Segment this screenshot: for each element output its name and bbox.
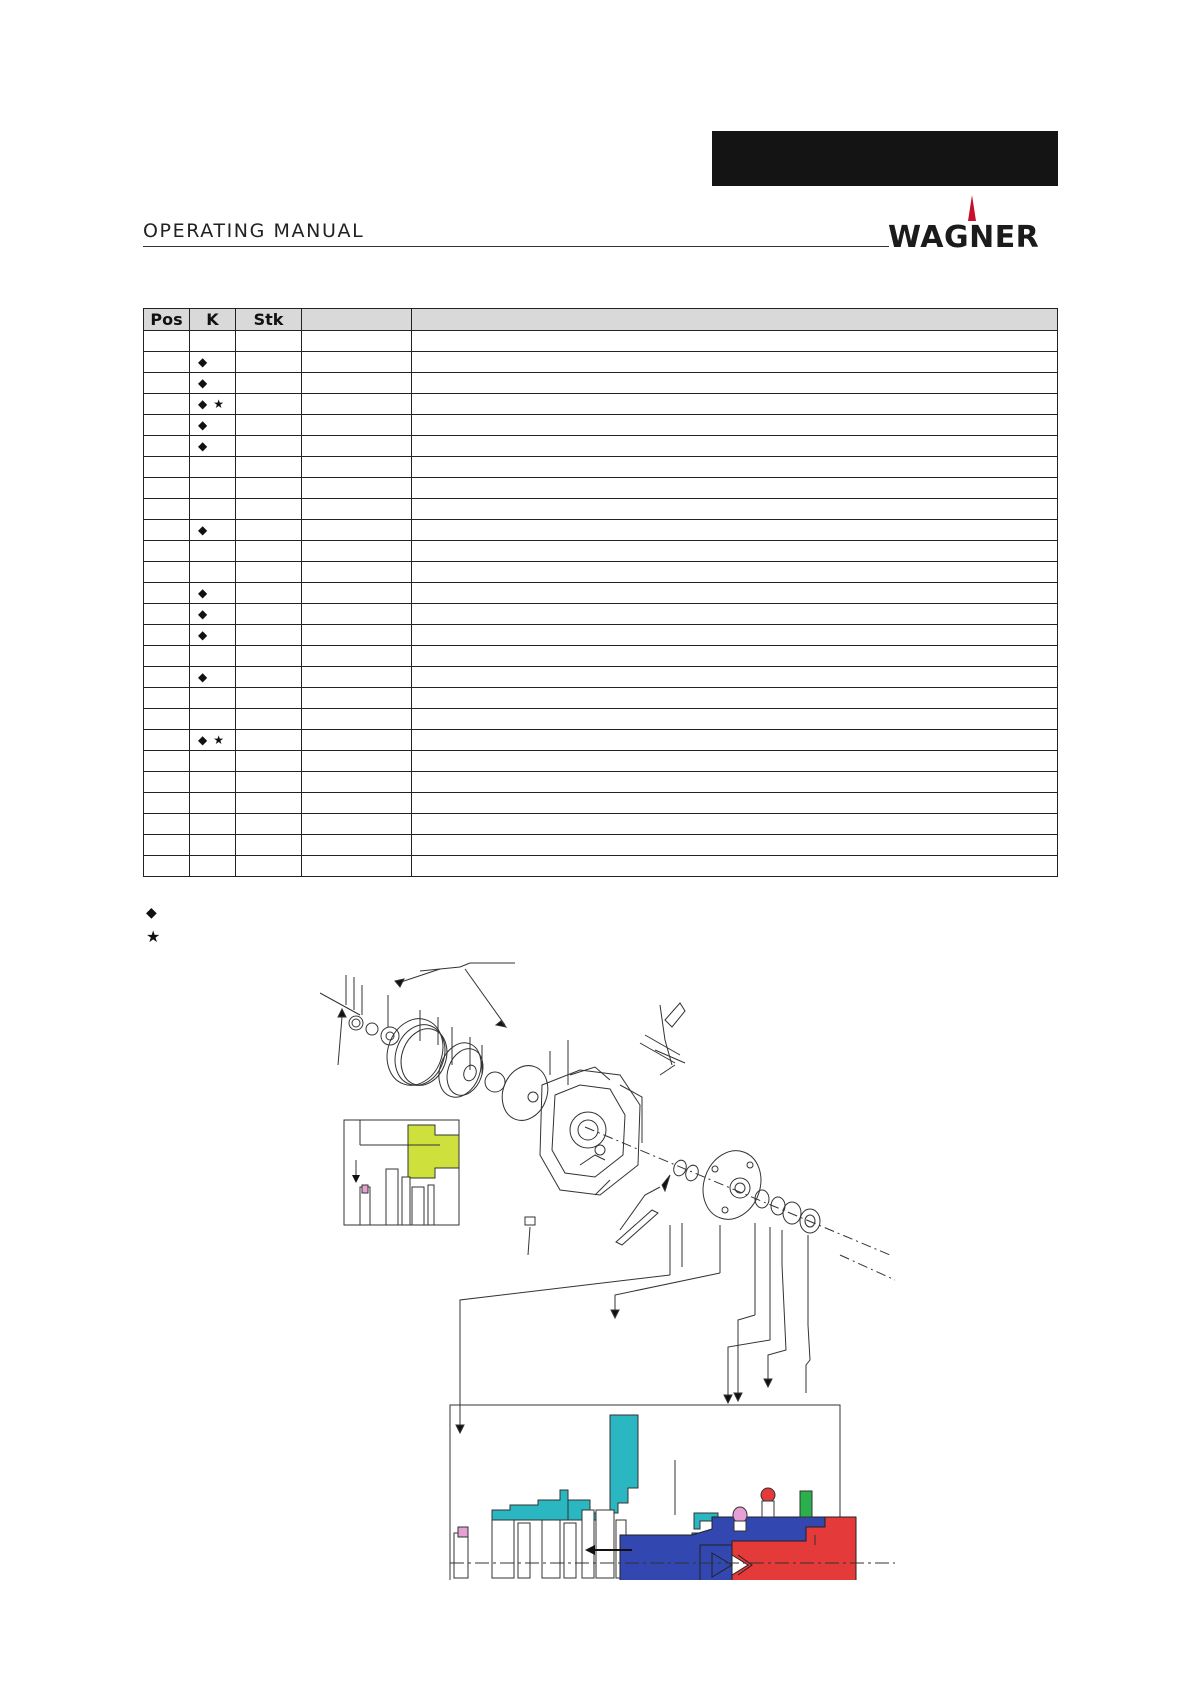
brand-wordmark: WAGNER: [888, 220, 1040, 250]
col-header-designation: [412, 309, 1058, 331]
cell-pos: [144, 373, 190, 394]
cell-order-no: [302, 835, 412, 856]
cell-stk: [236, 856, 302, 877]
table-row: [144, 856, 1058, 877]
cell-pos: [144, 646, 190, 667]
cell-k: [190, 457, 236, 478]
title-bar: [712, 131, 1058, 186]
cell-designation: [412, 625, 1058, 646]
wagner-logo: [888, 195, 1058, 250]
cell-k: [190, 709, 236, 730]
cell-designation: [412, 331, 1058, 352]
legend-wear-part: ◆: [146, 905, 157, 921]
cell-stk: [236, 772, 302, 793]
cell-k: [190, 562, 236, 583]
cell-order-no: [302, 331, 412, 352]
cell-k: [190, 751, 236, 772]
cell-designation: [412, 688, 1058, 709]
table-row: [144, 415, 1058, 436]
table-row: [144, 520, 1058, 541]
cell-designation: [412, 835, 1058, 856]
table-row: [144, 625, 1058, 646]
cell-pos: [144, 415, 190, 436]
table-row: [144, 562, 1058, 583]
cell-stk: [236, 646, 302, 667]
cell-order-no: [302, 772, 412, 793]
cell-stk: [236, 667, 302, 688]
cell-designation: [412, 415, 1058, 436]
cell-stk: [236, 478, 302, 499]
cell-pos: [144, 730, 190, 751]
cell-stk: [236, 688, 302, 709]
cell-pos: [144, 751, 190, 772]
cell-stk: [236, 835, 302, 856]
cell-k: [190, 814, 236, 835]
cell-designation: [412, 541, 1058, 562]
cell-order-no: [302, 499, 412, 520]
cell-pos: [144, 772, 190, 793]
cell-pos: [144, 709, 190, 730]
cell-pos: [144, 856, 190, 877]
cell-order-no: [302, 373, 412, 394]
cell-order-no: [302, 583, 412, 604]
cell-k: [190, 499, 236, 520]
cell-order-no: [302, 646, 412, 667]
cell-order-no: [302, 793, 412, 814]
cell-stk: [236, 604, 302, 625]
table-row: [144, 331, 1058, 352]
cell-k: ◆: [190, 520, 236, 541]
col-header-stk: Stk: [236, 309, 302, 331]
cell-stk: [236, 751, 302, 772]
cell-k: ◆: [190, 667, 236, 688]
cell-order-no: [302, 436, 412, 457]
cell-order-no: [302, 352, 412, 373]
cell-k: [190, 688, 236, 709]
cell-k: ◆★: [190, 394, 236, 415]
table-row: [144, 394, 1058, 415]
cell-designation: [412, 457, 1058, 478]
cell-order-no: [302, 814, 412, 835]
table-row: [144, 835, 1058, 856]
cell-pos: [144, 331, 190, 352]
table-row: [144, 772, 1058, 793]
cell-stk: [236, 331, 302, 352]
cell-order-no: [302, 667, 412, 688]
table-row: [144, 478, 1058, 499]
col-header-k: K: [190, 309, 236, 331]
section-view: [450, 1405, 895, 1580]
cell-pos: [144, 457, 190, 478]
cell-order-no: [302, 520, 412, 541]
exploded-view-svg: [320, 955, 940, 1580]
col-header-order-no: [302, 309, 412, 331]
cell-designation: [412, 373, 1058, 394]
cell-stk: [236, 709, 302, 730]
cell-k: ◆: [190, 373, 236, 394]
cell-k: ◆: [190, 436, 236, 457]
cell-k: ◆: [190, 625, 236, 646]
table-row: [144, 793, 1058, 814]
cell-pos: [144, 436, 190, 457]
cell-stk: [236, 436, 302, 457]
table-row: [144, 583, 1058, 604]
cell-k: [190, 856, 236, 877]
parts-table: [143, 308, 1058, 877]
cell-stk: [236, 730, 302, 751]
header-rule: [143, 246, 889, 247]
table-row: [144, 688, 1058, 709]
cell-designation: [412, 394, 1058, 415]
cell-pos: [144, 793, 190, 814]
cell-k: ◆★: [190, 730, 236, 751]
cell-k: ◆: [190, 352, 236, 373]
table-row: [144, 604, 1058, 625]
cell-stk: [236, 814, 302, 835]
cell-k: [190, 772, 236, 793]
cell-designation: [412, 814, 1058, 835]
cell-stk: [236, 583, 302, 604]
cell-pos: [144, 688, 190, 709]
cell-stk: [236, 457, 302, 478]
legend-kit: ★: [146, 927, 161, 946]
cell-order-no: [302, 730, 412, 751]
table-row: [144, 646, 1058, 667]
cell-k: [190, 478, 236, 499]
cell-pos: [144, 583, 190, 604]
table-row: [144, 352, 1058, 373]
cell-designation: [412, 436, 1058, 457]
cell-stk: [236, 625, 302, 646]
cell-designation: [412, 856, 1058, 877]
cell-stk: [236, 499, 302, 520]
manual-title: OPERATING MANUAL: [143, 220, 365, 242]
cell-order-no: [302, 709, 412, 730]
cell-designation: [412, 667, 1058, 688]
cell-pos: [144, 814, 190, 835]
cell-order-no: [302, 478, 412, 499]
cell-order-no: [302, 751, 412, 772]
cell-order-no: [302, 457, 412, 478]
table-row: [144, 541, 1058, 562]
col-header-pos: Pos: [144, 309, 190, 331]
detail-inset: [344, 1120, 459, 1225]
table-row: [144, 667, 1058, 688]
table-row: [144, 814, 1058, 835]
cell-stk: [236, 541, 302, 562]
cell-k: [190, 793, 236, 814]
cell-designation: [412, 646, 1058, 667]
cell-pos: [144, 541, 190, 562]
cell-order-no: [302, 541, 412, 562]
cell-stk: [236, 373, 302, 394]
cell-k: [190, 835, 236, 856]
cell-pos: [144, 520, 190, 541]
cell-designation: [412, 562, 1058, 583]
cell-k: ◆: [190, 583, 236, 604]
cell-designation: [412, 751, 1058, 772]
table-row: [144, 709, 1058, 730]
cell-stk: [236, 520, 302, 541]
cell-stk: [236, 793, 302, 814]
cell-order-no: [302, 415, 412, 436]
table-row: [144, 436, 1058, 457]
cell-k: [190, 541, 236, 562]
cell-order-no: [302, 562, 412, 583]
cell-designation: [412, 709, 1058, 730]
cell-k: [190, 646, 236, 667]
cell-designation: [412, 772, 1058, 793]
cell-designation: [412, 478, 1058, 499]
cell-pos: [144, 835, 190, 856]
table-header-row: [144, 309, 1058, 331]
cell-designation: [412, 499, 1058, 520]
table-row: [144, 730, 1058, 751]
cell-k: ◆: [190, 604, 236, 625]
cell-stk: [236, 562, 302, 583]
cell-stk: [236, 352, 302, 373]
table-row: [144, 373, 1058, 394]
cell-designation: [412, 604, 1058, 625]
cell-order-no: [302, 604, 412, 625]
cell-designation: [412, 520, 1058, 541]
cell-pos: [144, 562, 190, 583]
cell-designation: [412, 793, 1058, 814]
cell-order-no: [302, 625, 412, 646]
cell-k: ◆: [190, 415, 236, 436]
cell-stk: [236, 415, 302, 436]
cell-designation: [412, 730, 1058, 751]
cell-pos: [144, 667, 190, 688]
cell-stk: [236, 394, 302, 415]
cell-order-no: [302, 856, 412, 877]
cell-pos: [144, 394, 190, 415]
cell-k: [190, 331, 236, 352]
cell-pos: [144, 604, 190, 625]
cell-pos: [144, 625, 190, 646]
cell-pos: [144, 352, 190, 373]
table-row: [144, 499, 1058, 520]
table-row: [144, 751, 1058, 772]
cell-pos: [144, 499, 190, 520]
table-row: [144, 457, 1058, 478]
cell-designation: [412, 352, 1058, 373]
cell-designation: [412, 583, 1058, 604]
exploded-view-drawing: [320, 955, 940, 1580]
cell-pos: [144, 478, 190, 499]
cell-order-no: [302, 394, 412, 415]
cell-order-no: [302, 688, 412, 709]
